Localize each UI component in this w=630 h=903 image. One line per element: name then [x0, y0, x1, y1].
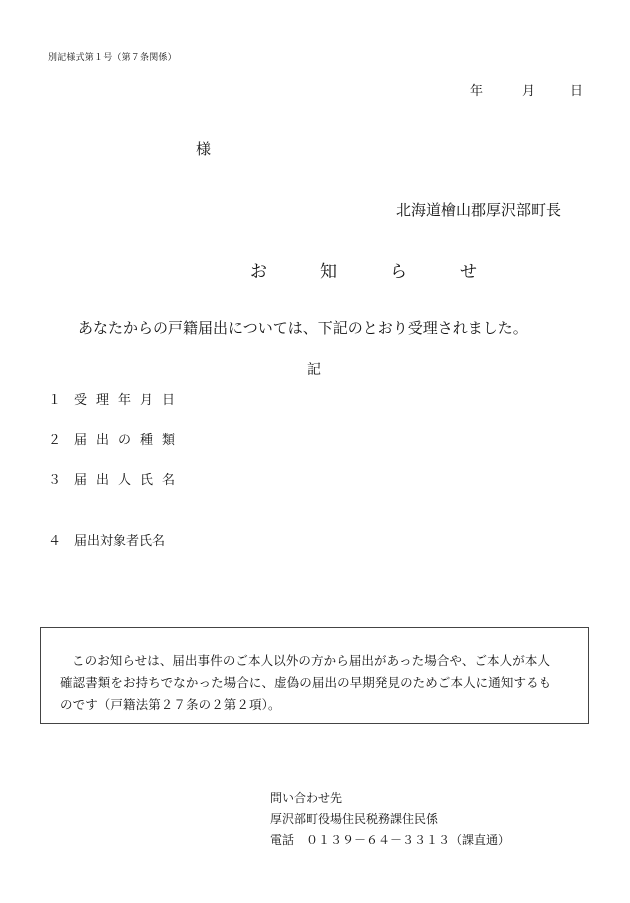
date-line — [470, 80, 590, 99]
item-label: 届出対象者氏名 — [74, 534, 166, 549]
notice-text: このお知らせは、届出事件のご本人以外の方から届出があった場合や、ご本人が本人確認書類をお持ちでなかった場合に、虚偽の届出の早期発見のためご本人に通知するものです（戸籍法第２７条の２第２項）。 — [60, 653, 552, 712]
contact-block — [270, 788, 510, 851]
contact-heading: 問い合わせ先 — [270, 791, 343, 805]
contact-phone: 電話 ０１３９－６４－３３１３（課直通） — [270, 833, 511, 847]
addressee-suffix: 様 — [196, 140, 212, 158]
date-day-label: 日 — [570, 84, 584, 99]
item-receipt-date — [48, 389, 184, 408]
item-label: 受理年月日 — [74, 393, 185, 408]
item-label: 届出人氏名 — [74, 473, 185, 488]
intro-text: あなたからの戸籍届出については、下記のとおり受理されました。 — [78, 319, 528, 337]
ki-heading: 記 — [307, 362, 321, 378]
contact-office: 厚沢部町役場住民税務課住民係 — [270, 812, 439, 826]
item-notification-type — [48, 429, 184, 448]
document-title: お 知 ら せ — [250, 262, 495, 282]
item-notifier-name — [48, 469, 184, 488]
item-subject-name — [48, 530, 165, 549]
item-number: １ — [48, 393, 62, 408]
date-year-label: 年 — [470, 84, 484, 99]
item-number: ４ — [48, 534, 62, 549]
item-number: ２ — [48, 433, 62, 448]
item-number: ３ — [48, 473, 62, 488]
notice-box — [40, 627, 589, 724]
sender-name: 北海道檜山郡厚沢部町長 — [396, 201, 562, 219]
form-number: 別記様式第１号（第７条関係） — [48, 53, 177, 63]
item-label: 届出の種類 — [74, 433, 185, 448]
date-month-label: 月 — [522, 84, 536, 99]
